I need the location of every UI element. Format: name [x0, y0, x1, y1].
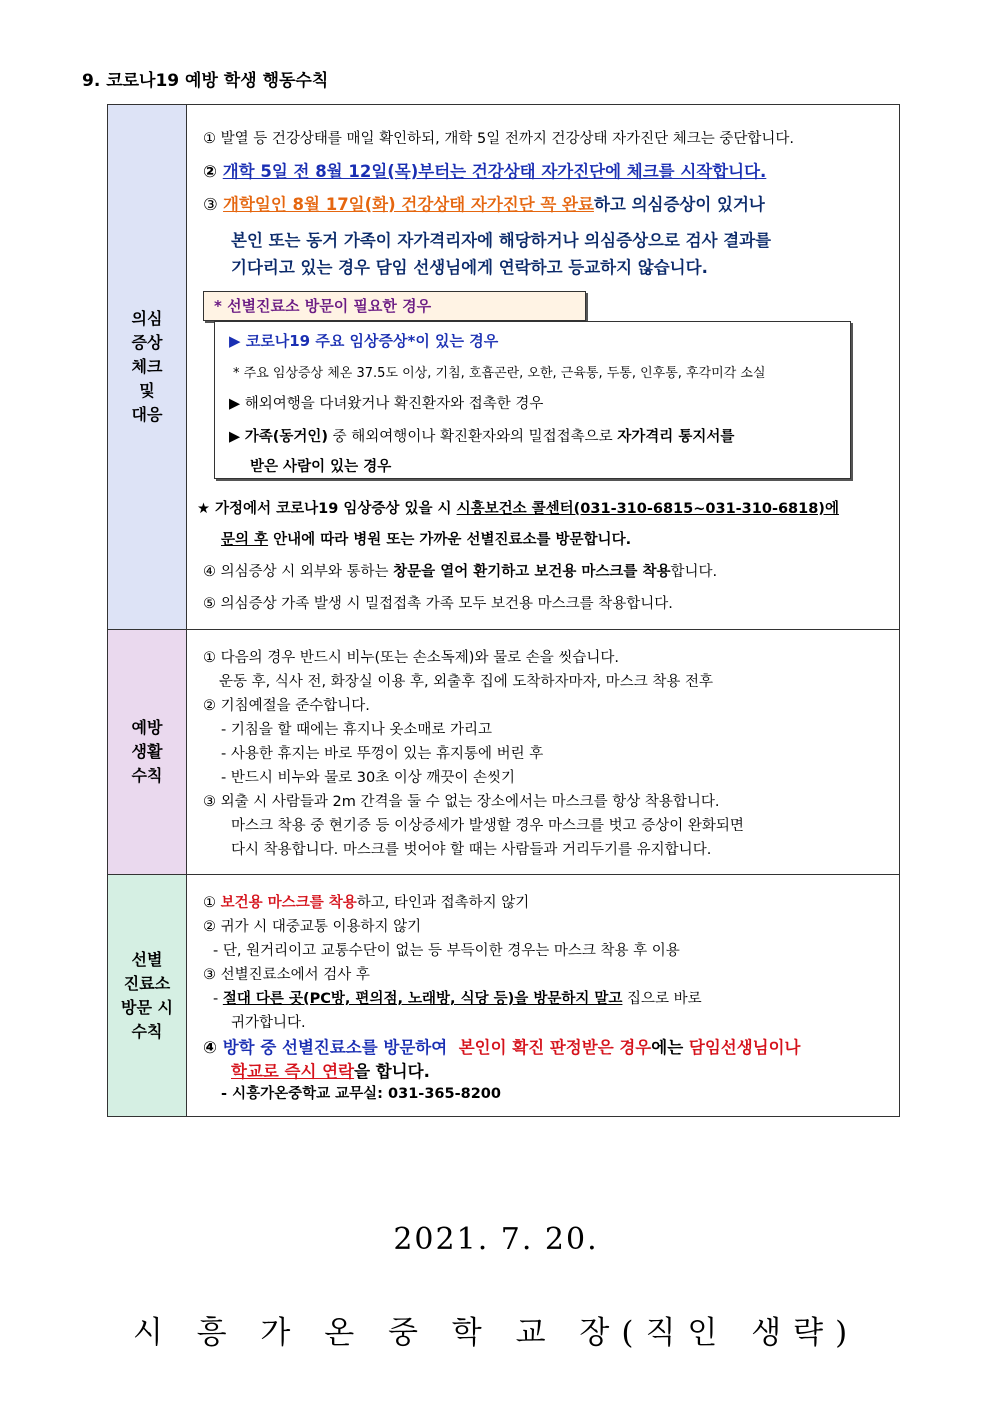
item-3-num: ③	[203, 195, 218, 214]
screening-box	[214, 321, 851, 479]
line-num: ④	[203, 1038, 217, 1057]
prevention-line: - 반드시 비누와 물로 30초 이상 깨끗이 손씻기	[221, 770, 516, 786]
item-3-line3: 기다리고 있는 경우 담임 선생님에게 연락하고 등교하지 않습니다.	[231, 258, 708, 277]
box-line-4	[229, 425, 734, 446]
line-pre: -	[213, 991, 223, 1007]
header-line: 수칙	[131, 766, 163, 785]
item-1: ① 발열 등 건강상태를 매일 확인하되, 개학 5일 전까지 건강상태 자가진단 체크는 중단합니다.	[203, 131, 795, 147]
section-symptom-check	[108, 105, 899, 630]
guidelines-table	[107, 104, 900, 1117]
screening-line-1	[203, 891, 529, 912]
item-4-pre: ④ 의심증상 시 외부와 통하는	[203, 564, 394, 580]
item-4	[203, 560, 717, 581]
callcenter-number: 시흥보건소 콜센터(031-310-6815~031-310-6818)에	[456, 501, 839, 517]
box-line-4-mid: 중 해외여행이나 확진환자와의 밀접접촉으로	[328, 429, 618, 445]
document-title: 9. 코로나19 예방 학생 행동수칙	[82, 71, 329, 91]
line-rest: 을 합니다.	[354, 1062, 430, 1081]
line-mid: 에는	[651, 1038, 689, 1057]
screening-line-6: 귀가합니다.	[231, 1015, 306, 1031]
item-4-bold: 창문을 열어 환기하고 보건용 마스크를 착용	[393, 564, 671, 580]
item-3	[203, 191, 765, 215]
line-rest: 하고, 타인과 접촉하지 않기	[356, 895, 530, 911]
section-header-prevention	[108, 630, 187, 874]
item-2-num: ②	[203, 162, 217, 181]
header-line: 예방	[131, 718, 163, 737]
box-line-4-bold1: 가족(동거인)	[244, 429, 329, 445]
item-4-post: 합니다.	[670, 564, 718, 580]
item-5: ⑤ 의심증상 가족 발생 시 밀접접촉 가족 모두 보건용 마스크를 착용합니다.	[203, 596, 673, 612]
header-line: 선별	[131, 949, 163, 969]
header-line: 증상	[131, 333, 163, 352]
prevention-line: 운동 후, 식사 전, 화장실 이용 후, 외출후 집에 도착하자마자, 마스크 착용 전후	[219, 674, 713, 690]
box-line-2: * 주요 임상증상 체온 37.5도 이상, 기침, 호흡곤란, 오한, 근육통, 두통, 인후통, 후각미각 소실	[233, 366, 766, 381]
screening-line-3: - 단, 원거리이고 교통수단이 없는 등 부득이한 경우는 마스크 착용 후 이용	[213, 943, 680, 959]
box-line-5: 받은 사람이 있는 경우	[250, 459, 392, 475]
confirmed-highlight: 본인이 확진 판정받은 경우	[458, 1038, 652, 1057]
header-line: 진료소	[123, 973, 171, 993]
section-body-prevention	[187, 630, 899, 874]
line-rest: 집으로 바로	[622, 991, 702, 1007]
screening-tag: * 선별진료소 방문이 필요한 경우	[203, 291, 586, 321]
item-3-line2: 본인 또는 동거 가족이 자가격리자에 해당하거나 의심증상으로 검사 결과를	[231, 231, 772, 250]
screening-line-4: ③ 선별진료소에서 검사 후	[203, 967, 370, 983]
mask-highlight: 보건용 마스크를 착용	[220, 895, 357, 911]
prevention-line: 마스크 착용 중 현기증 등 이상증세가 발생할 경우 마스크를 벗고 증상이 완화되면	[231, 818, 744, 834]
prevention-line: 다시 착용합니다. 마스크를 벗어야 할 때는 사람들과 거리두기를 유지합니다.	[231, 842, 712, 858]
no-visit-underline: 절대 다른 곳(PC방, 편의점, 노래방, 식당 등)을 방문하지 말고	[222, 991, 623, 1007]
principal-signature: 시 흥 가 온 중 학 교 장(직인 생략)	[132, 1315, 860, 1351]
header-line: 수칙	[131, 1021, 163, 1041]
screening-line-5	[213, 987, 702, 1008]
box-line-4-bold2: 자가격리 통지서를	[617, 429, 735, 445]
section-body-symptom	[187, 105, 899, 629]
section-header-symptom	[108, 105, 187, 629]
screening-line-8	[231, 1058, 430, 1082]
prevention-line: - 사용한 휴지는 바로 뚜껑이 있는 휴지통에 버린 후	[221, 746, 544, 762]
header-line: 대응	[131, 405, 163, 424]
prevention-line: - 기침을 할 때에는 휴지나 옷소매로 가리고	[221, 722, 493, 738]
item-3-highlight: 개학일인 8월 17일(화) 건강상태 자가진단 꼭 완료	[223, 195, 594, 214]
section-body-screening	[187, 875, 899, 1116]
callcenter-pre: ★ 가정에서 코로나19 임상증상 있을 시	[197, 501, 457, 517]
header-line: 및	[139, 381, 155, 400]
item-2-text: 개학 5일 전 8월 12일(목)부터는 건강상태 자가진단에 체크를 시작합니다.	[222, 162, 767, 181]
screening-line-2: ② 귀가 시 대중교통 이용하지 않기	[203, 919, 422, 935]
callcenter-inquiry: 문의 후	[221, 532, 269, 548]
header-line: 의심	[131, 309, 163, 328]
prevention-line: ① 다음의 경우 반드시 비누(또는 손소독제)와 물로 손을 씻습니다.	[203, 650, 619, 666]
box-line-1: ▶ 코로나19 주요 임상증상*이 있는 경우	[229, 332, 499, 350]
teacher-highlight: 담임선생님이나	[688, 1038, 801, 1057]
callcenter-line	[197, 497, 839, 518]
section-screening-visit	[108, 875, 899, 1116]
section-prevention	[108, 630, 899, 875]
header-line: 체크	[131, 357, 163, 376]
header-line: 생활	[131, 742, 163, 761]
prevention-line: ② 기침예절을 준수합니다.	[203, 698, 370, 714]
office-phone: - 시흥가온중학교 교무실: 031-365-8200	[221, 1086, 501, 1102]
contact-school-highlight: 학교로 즉시 연락	[231, 1062, 355, 1081]
prevention-line: ③ 외출 시 사람들과 2m 간격을 둘 수 없는 장소에서는 마스크를 항상 착용합니다.	[203, 794, 720, 810]
item-3-rest: 하고 의심증상이 있거나	[593, 195, 765, 214]
item-2	[203, 158, 766, 182]
header-line: 방문 시	[121, 997, 173, 1017]
box-line-4-pre: ▶	[229, 429, 245, 445]
visit-highlight: 방학 중 선별진료소를 방문하여	[222, 1038, 448, 1057]
callcenter-line-2	[221, 528, 631, 549]
box-line-3: ▶ 해외여행을 다녀왔거나 확진환자와 접촉한 경우	[229, 396, 544, 412]
document-date: 2021. 7. 20.	[393, 1222, 599, 1257]
line-num: ①	[203, 895, 216, 911]
callcenter-rest: 안내에 따라 병원 또는 가까운 선별진료소를 방문합니다.	[268, 532, 632, 548]
section-header-screening	[108, 875, 187, 1116]
screening-line-7	[203, 1034, 800, 1058]
